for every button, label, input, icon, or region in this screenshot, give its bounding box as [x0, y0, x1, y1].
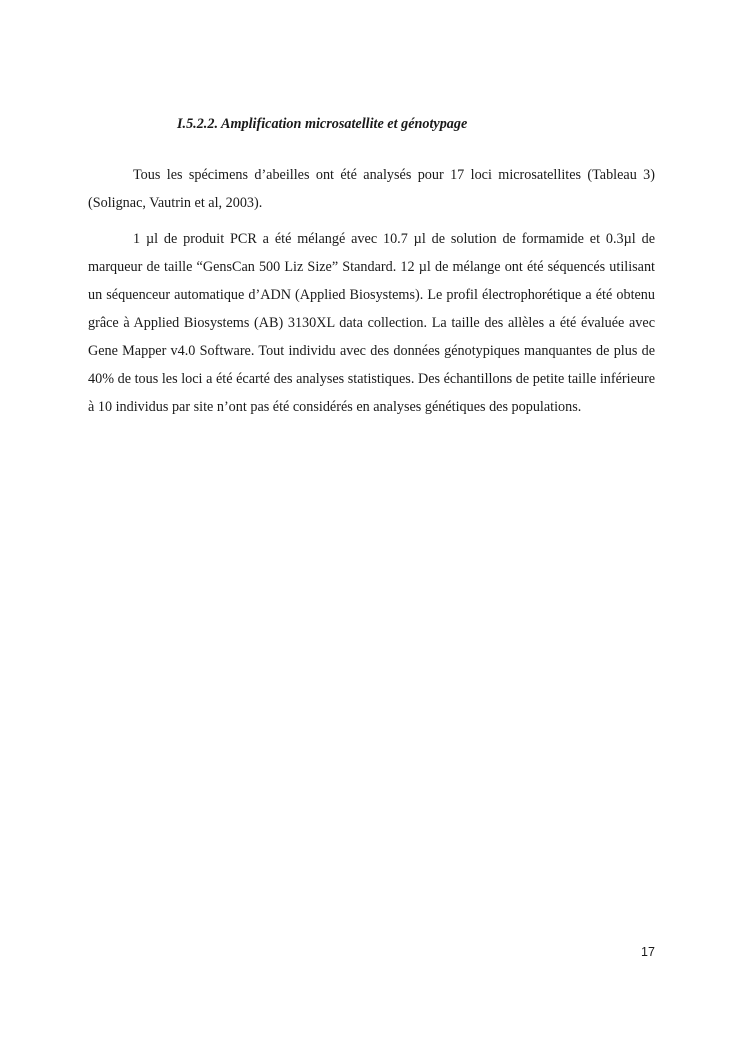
paragraph-pcr-protocol-text: 1 µl de produit PCR a été mélangé avec 10.7 µl de solution de formamide et 0.3µl de marqueur de taille “GensCan 500 Liz Size” Standard. 12 µl de mélange ont été séquencés utilisant un séquenceur automatique d’ADN (Applied Biosystems). Le profil électrophorétique a été obtenu grâce à Applied Biosystems (AB) 3130XL data collection. La taille des allèles a été évaluée avec Gene Mapper v4.0 Software. Tout individu avec des données génotypiques manquantes de plus de 40% de tous les loci a été écarté des analyses statistiques. Des échantillons de petite taille inférieure à 10 individus par site n’ont pas été considérés en analyses génétiques des populations. — [88, 231, 655, 415]
paragraph-specimens-text: Tous les spécimens d’abeilles ont été analysés pour 17 loci microsatellites (Tableau 3) (Solignac, Vautrin et al, 2003). — [88, 167, 655, 211]
paragraph-pcr-protocol — [88, 225, 655, 421]
paragraph-specimens — [88, 161, 655, 217]
page-number: 17 — [641, 945, 655, 959]
section-heading: I.5.2.2. Amplification microsatellite et génotypage — [177, 116, 468, 132]
